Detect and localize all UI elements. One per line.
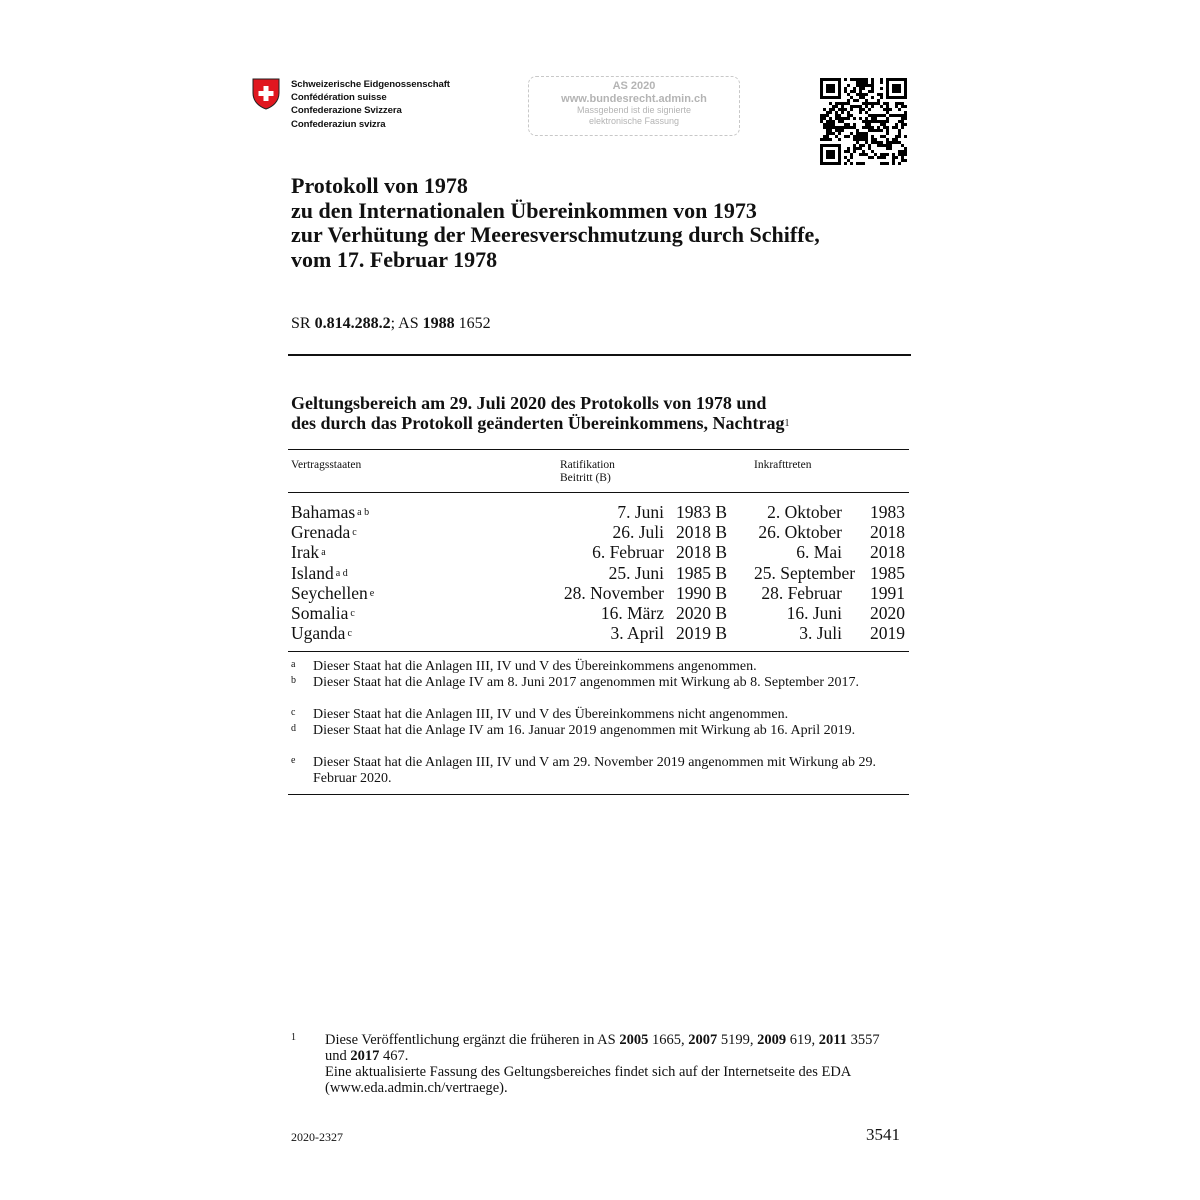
ratification-year: 1983 B — [675, 502, 727, 522]
column-header-entry-into-force: Inkrafttreten — [754, 459, 812, 471]
table-bottom-rule — [288, 794, 909, 795]
ratification-date: 7. Juni — [617, 502, 664, 522]
section-title-line-2: des durch das Protokoll geänderten Übereinkommens, Nachtrag$^1$ — [291, 413, 790, 433]
state-name-cell — [291, 603, 355, 623]
entry-into-force-date: 16. Juni — [786, 603, 842, 623]
as-year: 1988 — [422, 315, 455, 332]
state-name-cell — [291, 502, 369, 522]
section-title — [291, 393, 790, 433]
page-footnote-mark: 1 — [291, 1032, 296, 1043]
table-footnote-text: Dieser Staat hat die Anlagen III, IV und V am 29. November 2019 angenommen mit Wirkung ab 29. Februar 2020. — [313, 755, 876, 786]
entry-into-force-year: 2018 — [870, 542, 905, 563]
state-name-cell — [291, 542, 326, 562]
entry-into-force-year: 1991 — [870, 582, 905, 603]
state-name: Uganda — [291, 623, 346, 644]
page-footnote-line-1: Diese Veröffentlichung ergänzt die früheren in AS 2005 1665, 2007 5199, 2009 619, 2011 3557 und 2017 467. — [325, 1032, 880, 1064]
page-number: 3541 — [866, 1125, 900, 1144]
column-header-ratification — [560, 459, 615, 484]
state-footnote-refs[interactable]: a — [321, 547, 326, 559]
table-footnote-text: Dieser Staat hat die Anlagen III, IV und V des Übereinkommens angenommen. — [313, 659, 757, 674]
title-divider — [288, 354, 911, 356]
confederation-de: Schweizerische Eidgenossenschaft — [291, 79, 450, 90]
entry-into-force-year: 1983 — [870, 502, 905, 522]
state-name: Somalia — [291, 603, 349, 623]
state-footnote-refs[interactable]: a b — [357, 507, 370, 518]
entry-into-force-date: 25. September — [754, 562, 856, 583]
page-footnote-line-2: Eine aktualisierte Fassung des Geltungsbereiches findet sich auf der Internetseite des EDA (www.eda.admin.ch/vertraege). — [325, 1064, 851, 1096]
entry-into-force-year: 2019 — [870, 623, 905, 644]
entry-into-force-date: 26. Oktober — [758, 522, 842, 543]
confederation-fr: Confédération suisse — [291, 92, 387, 104]
official-publication-stamp — [528, 76, 740, 136]
stamp-line-4: elektronische Fassung — [588, 116, 680, 126]
stamp-line-1: AS 2020 — [612, 80, 656, 92]
swiss-coat-of-arms-icon — [252, 78, 280, 110]
confederation-it: Confederazione Svizzera — [291, 105, 402, 117]
entry-into-force-year: 1985 — [870, 562, 905, 583]
document-title — [291, 174, 820, 272]
state-name: Island — [291, 562, 334, 583]
column-header-states: Vertragsstaaten — [291, 459, 362, 471]
stamp-line-3: Massgebend ist die signierte — [576, 105, 692, 115]
ratification-date: 3. April — [610, 623, 664, 644]
entry-into-force-date: 2. Oktober — [767, 502, 842, 522]
section-title-line-1: Geltungsbereich am 29. Juli 2020 des Protokolls von 1978 und — [291, 393, 767, 413]
state-footnote-refs[interactable]: c — [347, 628, 352, 640]
entry-into-force-year: 2018 — [870, 522, 905, 543]
state-name: Grenada — [291, 522, 351, 543]
table-footnote-text: Dieser Staat hat die Anlagen III, IV und V des Übereinkommens nicht angenommen. — [313, 707, 789, 722]
document-number: 2020-2327 — [291, 1130, 343, 1144]
table-footnote-mark: b — [291, 675, 296, 686]
confederation-names — [291, 78, 450, 131]
sr-prefix: SR — [291, 315, 315, 332]
entry-into-force-date: 3. Juli — [799, 623, 842, 644]
stamp-line-2: www.bundesrecht.admin.ch — [561, 93, 707, 105]
entry-into-force-year: 2020 — [870, 603, 905, 623]
table-footnote-mark: e — [291, 755, 296, 766]
reference-line — [291, 315, 491, 333]
title-line-3: zur Verhütung der Meeresverschmutzung durch Schiffe, — [291, 222, 820, 247]
ratification-date: 26. Juli — [612, 522, 664, 543]
table-body-rule — [288, 651, 909, 652]
state-name-cell — [291, 623, 352, 643]
title-line-1: Protokoll von 1978 — [291, 173, 468, 198]
ratification-year: 2019 B — [675, 623, 727, 644]
state-footnote-refs[interactable]: e — [369, 587, 375, 599]
ratification-year: 1990 B — [675, 582, 727, 603]
table-footnote-text: Dieser Staat hat die Anlage IV am 16. Januar 2019 angenommen mit Wirkung ab 16. April 2019. — [313, 723, 856, 738]
title-line-4: vom 17. Februar 1978 — [291, 246, 498, 272]
qr-code-icon — [820, 78, 907, 165]
entry-into-force-date: 6. Mai — [796, 542, 842, 563]
table-footnote-mark: a — [291, 659, 296, 670]
ratification-date: 6. Februar — [592, 542, 664, 563]
state-footnote-refs[interactable]: c — [352, 527, 357, 539]
state-name: Irak — [291, 542, 320, 563]
state-name: Seychellen — [291, 582, 368, 603]
table-footnote-mark: c — [291, 707, 296, 718]
state-footnote-refs[interactable]: c — [350, 608, 355, 619]
as-page: 1652 — [454, 315, 491, 332]
column-header-ratification-line-2: Beitritt (B) — [560, 471, 611, 484]
entry-into-force-date: 28. Februar — [761, 582, 842, 603]
table-footnote-mark: d — [291, 723, 296, 734]
table-footnote-text: Dieser Staat hat die Anlage IV am 8. Juni 2017 angenommen mit Wirkung ab 8. September 2017. — [313, 675, 859, 690]
ratification-year: 2020 B — [675, 603, 727, 623]
state-name-cell — [291, 563, 348, 583]
ratification-year: 2018 B — [675, 542, 727, 563]
state-name: Bahamas — [291, 502, 356, 522]
as-prefix: ; AS — [390, 315, 423, 332]
ratification-date: 25. Juni — [608, 562, 664, 583]
ratification-year: 1985 B — [675, 562, 727, 583]
state-name-cell — [291, 583, 374, 603]
title-line-2: zu den Internationalen Übereinkommen von 1973 — [291, 197, 757, 223]
sr-number: 0.814.288.2 — [314, 315, 391, 332]
confederation-rm: Confederaziun svizra — [291, 118, 386, 130]
column-header-ratification-line-1: Ratifikation — [560, 459, 615, 471]
table-top-rule — [288, 449, 909, 450]
state-footnote-refs[interactable]: a d — [335, 567, 348, 579]
page-footnote-text — [325, 1032, 885, 1096]
table-header-rule — [288, 492, 909, 493]
ratification-year: 2018 B — [675, 522, 727, 543]
footnote-ref-1[interactable]: 1 — [784, 418, 790, 429]
ratification-date: 28. November — [563, 582, 664, 603]
ratification-date: 16. März — [600, 603, 664, 623]
state-name-cell — [291, 522, 357, 542]
